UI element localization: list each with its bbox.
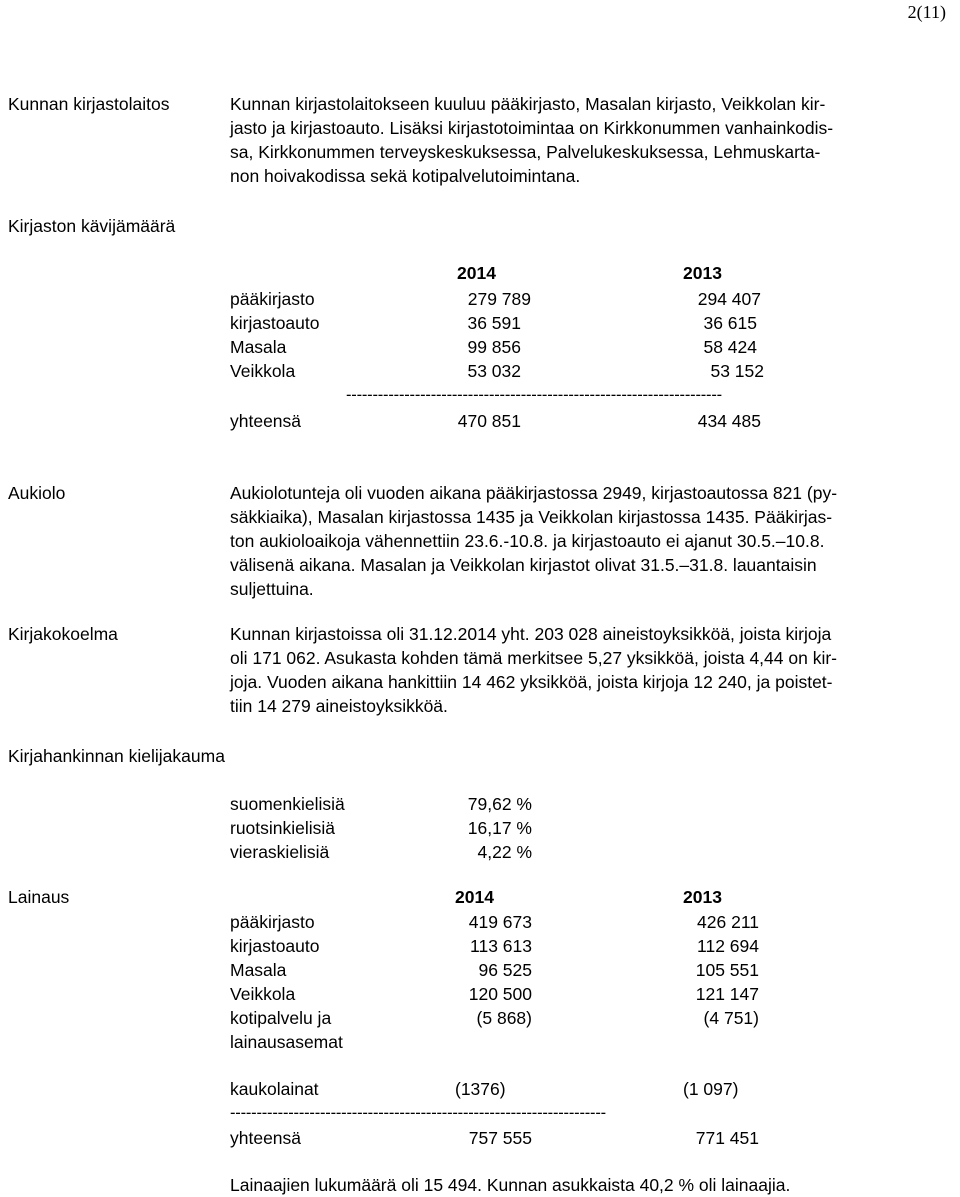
row-value-2014: (1376) — [455, 1079, 506, 1099]
row-value-2013: (4 751) — [703, 1008, 759, 1028]
row-value-2013: 121 147 — [695, 984, 759, 1004]
row-label: Masala — [230, 337, 287, 357]
row-value-2013: 58 424 — [703, 337, 757, 357]
year-header-2013: 2013 — [683, 263, 722, 283]
row-value-2014: 36 591 — [467, 313, 521, 333]
row-label: kirjastoauto — [230, 313, 320, 333]
language-label: ruotsinkielisiä — [230, 818, 336, 838]
row-value-2014: 99 856 — [467, 337, 521, 357]
section-label-kavijamaara: Kirjaston kävijämäärä — [8, 216, 176, 236]
text-line: joja. Vuoden aikana hankittiin 14 462 yksikköä, joista kirjoja 12 240, ja poistet- — [230, 672, 833, 692]
section-label-kirjakokoelma: Kirjakokoelma — [8, 624, 118, 644]
year-header-2014: 2014 — [455, 887, 494, 907]
row-label: pääkirjasto — [230, 289, 315, 309]
text-line: oli 171 062. Asukasta kohden tämä merkitsee 5,27 yksikköä, joista 4,44 on kir- — [230, 648, 837, 668]
text-line: Kunnan kirjastolaitokseen kuuluu pääkirjasto, Masalan kirjasto, Veikkolan kir- — [230, 94, 826, 114]
text-line: säkkiaika), Masalan kirjastossa 1435 ja Veikkolan kirjastossa 1435. Pääkirjas- — [230, 507, 833, 527]
year-header-2013: 2013 — [683, 887, 722, 907]
row-label: kaukolainat — [230, 1079, 319, 1099]
row-value-2013: 36 615 — [703, 313, 757, 333]
language-value: 79,62 % — [467, 794, 532, 814]
row-label: Masala — [230, 960, 287, 980]
text-line: sa, Kirkkonummen terveyskeskuksessa, Palvelukeskuksessa, Lehmuskarta- — [230, 142, 821, 162]
text-line: jasto ja kirjastoauto. Lisäksi kirjastotoimintaa on Kirkkonummen vanhainkodis- — [230, 118, 834, 138]
language-label: suomenkielisiä — [230, 794, 345, 814]
text-line: välisenä aikana. Masalan ja Veikkolan kirjastot olivat 31.5.–31.8. lauantaisin — [230, 555, 817, 575]
row-value-2013: 105 551 — [695, 960, 759, 980]
borrowers-note: Lainaajien lukumäärä oli 15 494. Kunnan asukkaista 40,2 % oli lainaajia. — [230, 1175, 791, 1195]
paragraph-kirjastolaitos — [230, 92, 950, 188]
row-label: Veikkola — [230, 984, 296, 1004]
total-label: yhteensä — [230, 411, 302, 431]
row-label: Veikkola — [230, 361, 296, 381]
section-label-aukiolo: Aukiolo — [8, 483, 66, 503]
row-value-2014: 53 032 — [467, 361, 521, 381]
text-line: non hoivakodissa sekä kotipalvelutoimintana. — [230, 166, 581, 186]
row-value-2014: 113 613 — [470, 936, 532, 956]
row-label: pääkirjasto — [230, 912, 315, 932]
row-value-2014: 279 789 — [467, 289, 531, 309]
section-label-lainaus: Lainaus — [8, 887, 70, 907]
row-value-2013: 426 211 — [697, 912, 759, 932]
year-header-2014: 2014 — [457, 263, 496, 283]
paragraph-kirjakokoelma — [230, 622, 950, 718]
row-label: kotipalvelu ja — [230, 1008, 332, 1028]
language-value: 4,22 % — [477, 842, 532, 862]
total-value-2013: 434 485 — [697, 411, 761, 431]
text-line: Kunnan kirjastoissa oli 31.12.2014 yht. 203 028 aineistoyksikköä, joista kirjoja — [230, 624, 832, 644]
row-value-2014: 419 673 — [468, 912, 532, 932]
language-value: 16,17 % — [467, 818, 532, 838]
row-value-2013: 53 152 — [710, 361, 764, 381]
row-value-2014: 120 500 — [468, 984, 532, 1004]
row-label: kirjastoauto — [230, 936, 320, 956]
row-value-2014: 96 525 — [478, 960, 532, 980]
total-value-2014: 757 555 — [468, 1128, 532, 1148]
total-label: yhteensä — [230, 1128, 302, 1148]
separator: ----------------------------------------------------------------------- — [346, 386, 722, 404]
section-label-kirjastolaitos: Kunnan kirjastolaitos — [8, 94, 170, 114]
row-value-2014: (5 868) — [476, 1008, 532, 1028]
separator: ----------------------------------------------------------------------- — [230, 1104, 606, 1122]
page-number: 2(11) — [907, 2, 946, 22]
language-label: vieraskielisiä — [230, 842, 330, 862]
text-line: suljettuina. — [230, 579, 314, 599]
text-line: Aukiolotunteja oli vuoden aikana pääkirjastossa 2949, kirjastoautossa 821 (py- — [230, 483, 838, 503]
section-label-kielijakauma: Kirjahankinnan kielijakauma — [8, 746, 225, 766]
total-value-2014: 470 851 — [457, 411, 521, 431]
row-value-2013: 294 407 — [697, 289, 761, 309]
row-value-2013: 112 694 — [697, 936, 759, 956]
row-value-2013: (1 097) — [683, 1079, 739, 1099]
total-value-2013: 771 451 — [695, 1128, 759, 1148]
row-label-continued: lainausasemat — [230, 1032, 343, 1052]
text-line: tiin 14 279 aineistoyksikköä. — [230, 696, 448, 716]
text-line: ton aukioloaikoja vähennettiin 23.6.-10.8. ja kirjastoauto ei ajanut 30.5.–10.8. — [230, 531, 825, 551]
paragraph-aukiolo — [230, 481, 950, 601]
